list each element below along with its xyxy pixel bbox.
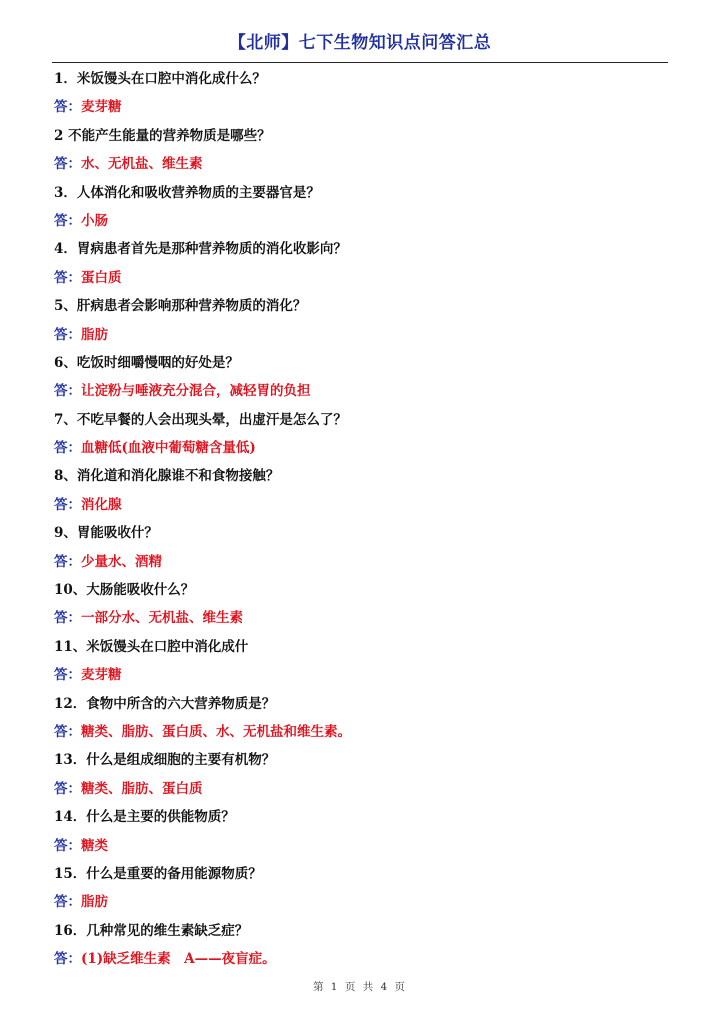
qa-list xyxy=(54,65,674,974)
question-1: 1．米饭馒头在口腔中消化成什么？ xyxy=(54,71,266,87)
answer-1 xyxy=(54,93,674,121)
answer-2 xyxy=(54,150,674,178)
question-12: 12．食物中所含的六大营养物质是？ xyxy=(54,695,276,712)
answer-text: 一部分水、无机盐、维生素 xyxy=(81,610,243,627)
answer-13 xyxy=(54,775,674,803)
answer-text: 糖类、脂肪、蛋白质 xyxy=(81,780,203,797)
header-divider xyxy=(52,62,668,63)
answer-text: 糖类、脂肪、蛋白质、水、无机盐和维生素。 xyxy=(81,723,351,740)
answer-text: 水、无机盐、维生素 xyxy=(81,156,203,173)
answer-14 xyxy=(54,832,674,860)
answer-6 xyxy=(54,377,674,405)
answer-7 xyxy=(54,434,674,462)
answer-4 xyxy=(54,264,674,292)
question-5: 5、肝病患者会影响那种营养物质的消化？ xyxy=(54,298,307,315)
answer-text: 少量水、酒精 xyxy=(81,553,162,570)
page-indicator: 第 1 页 共 4 页 xyxy=(312,981,408,993)
answer-text: 消化腺 xyxy=(81,496,122,513)
answer-15 xyxy=(54,888,674,916)
answer-8 xyxy=(54,491,674,519)
answer-label: 答： xyxy=(54,553,81,570)
answer-12 xyxy=(54,718,674,746)
page-title: 【北师】七下生物知识点问答汇总 xyxy=(228,33,492,53)
question-15: 15．什么是重要的备用能源物质？ xyxy=(54,865,262,882)
answer-text: (1)缺乏维生素 A——夜盲症。 xyxy=(81,951,276,968)
question-6: 6、吃饭时细嚼慢咽的好处是？ xyxy=(54,354,239,371)
answer-label: 答： xyxy=(54,951,81,968)
answer-text: 脂肪 xyxy=(81,326,108,343)
question-9: 9、胃能吸收什？ xyxy=(54,525,158,542)
answer-text: 脂肪 xyxy=(81,894,108,911)
question-2: 2 不能产生能量的营养物质是哪些？ xyxy=(54,127,271,144)
question-14: 14．什么是主要的供能物质？ xyxy=(54,809,235,826)
answer-text: 蛋白质 xyxy=(81,269,122,286)
answer-label: 答： xyxy=(54,99,81,116)
answer-label: 答： xyxy=(54,667,81,684)
question-4: 4．胃病患者首先是那种营养物质的消化收影向？ xyxy=(54,241,347,258)
answer-11 xyxy=(54,661,674,689)
answer-text: 血糖低(血液中葡萄糖含量低) xyxy=(81,440,256,457)
answer-label: 答： xyxy=(54,440,81,457)
answer-10 xyxy=(54,604,674,632)
answer-5 xyxy=(54,321,674,349)
question-7: 7、不吃早餐的人会出现头晕，出虚汗是怎么了？ xyxy=(54,411,347,428)
answer-label: 答： xyxy=(54,780,81,797)
question-3: 3．人体消化和吸收营养物质的主要器官是？ xyxy=(54,184,320,201)
question-16: 16．几种常见的维生素缺乏症？ xyxy=(54,922,249,939)
question-8: 8、消化道和消化腺谁不和食物接触？ xyxy=(54,468,280,485)
answer-label: 答： xyxy=(54,837,81,854)
answer-label: 答： xyxy=(54,269,81,286)
answer-label: 答： xyxy=(54,383,81,400)
answer-16 xyxy=(54,945,674,973)
question-13: 13．什么是组成细胞的主要有机物？ xyxy=(54,752,276,769)
answer-label: 答： xyxy=(54,894,81,911)
question-11: 11、米饭馒头在口腔中消化成什 xyxy=(54,638,249,655)
answer-9 xyxy=(54,548,674,576)
answer-text: 麦芽糖 xyxy=(81,667,122,684)
answer-text: 让淀粉与唾液充分混合，减轻胃的负担 xyxy=(81,383,311,400)
answer-3 xyxy=(54,207,674,235)
answer-label: 答： xyxy=(54,156,81,173)
answer-label: 答： xyxy=(54,326,81,343)
answer-label: 答： xyxy=(54,723,81,740)
question-10: 10、大肠能吸收什么？ xyxy=(54,582,195,599)
answer-text: 麦芽糖 xyxy=(81,99,122,116)
answer-text: 小肠 xyxy=(81,212,108,229)
answer-label: 答： xyxy=(54,610,81,627)
answer-label: 答： xyxy=(54,496,81,513)
answer-label: 答： xyxy=(54,212,81,229)
answer-text: 糖类 xyxy=(81,837,108,854)
